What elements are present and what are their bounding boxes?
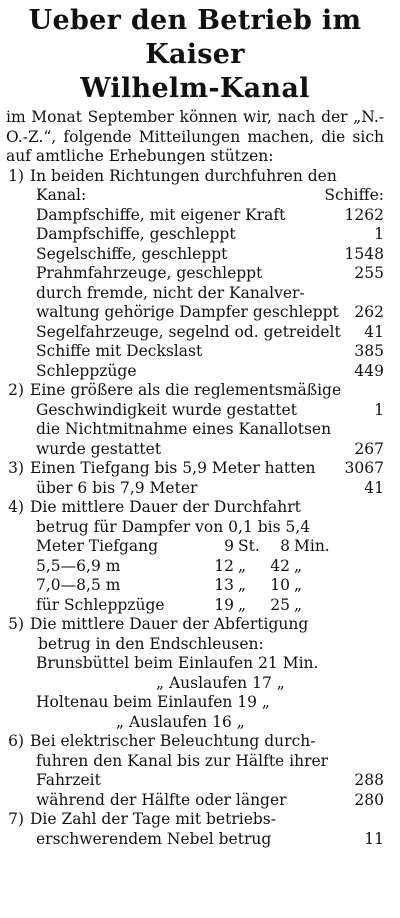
duration-hu: „: [238, 595, 247, 614]
duration-m: 8: [280, 537, 290, 555]
table-row: [6, 537, 384, 557]
section-number: 6): [8, 732, 24, 750]
row-label: Dampfschiffe, geschleppt: [36, 225, 236, 243]
section-5-text-1: Die mittlere Dauer der Abfertigung: [30, 615, 309, 633]
table-row: [6, 284, 384, 304]
table-row: [6, 245, 384, 265]
row-value: 3067: [344, 459, 384, 477]
section-3: [6, 459, 384, 498]
row-label: 5,5—6,9 m: [36, 556, 121, 575]
row-value: 1262: [344, 205, 384, 224]
section-6-line-1: [6, 732, 384, 752]
duration-hu: „: [238, 576, 247, 594]
row-label: Fahrzeit: [36, 771, 101, 789]
section-number: 4): [8, 498, 24, 516]
section-4-line-1: [6, 498, 384, 518]
row-value: 449: [354, 361, 384, 380]
table-row: [6, 362, 384, 382]
duration-mu: „: [294, 556, 303, 575]
row-value: 1: [374, 225, 384, 243]
section-2-text-1: Eine größere als die reglementsmäßige: [30, 381, 342, 399]
section-1-heading-text: In beiden Richtungen durchfuhren den: [30, 166, 337, 185]
section-5: [6, 615, 384, 732]
row-label: während der Hälfte oder länger: [36, 790, 287, 809]
lock-row: „ Auslaufen 17 „: [156, 673, 285, 692]
duration: [196, 576, 336, 596]
section-number: 7): [8, 810, 24, 828]
section-4-text-2: betrug für Dampfer von 0,1 bis 5,4: [36, 517, 311, 536]
duration-h: 12: [214, 556, 234, 575]
section-6-text-1: Bei elektrischer Beleuchtung durch-: [30, 732, 316, 750]
section-5-text-2: betrug in den Endschleusen:: [38, 634, 264, 653]
row-value: 288: [354, 771, 384, 789]
row-value: 280: [354, 790, 384, 809]
table-row: [6, 576, 384, 596]
row-label: für Schleppzüge: [36, 595, 165, 614]
article-title: [6, 4, 384, 106]
duration: [196, 537, 336, 557]
row-value: 11: [364, 829, 384, 848]
title-line-2: Wilhelm-Kanal: [80, 73, 310, 104]
table-row: [6, 771, 384, 791]
table-row: [6, 479, 384, 499]
lock-row: Brunsbüttel beim Einlaufen 21 Min.: [36, 654, 319, 672]
row-value: 41: [364, 478, 384, 497]
row-label: durch fremde, nicht der Kanalver-: [36, 283, 305, 302]
section-1-heading: [6, 167, 384, 187]
section-1: [6, 167, 384, 382]
row-value: 41: [364, 322, 384, 341]
table-row: [6, 342, 384, 362]
row-label: wurde gestattet: [36, 439, 162, 458]
row-label: Meter Tiefgang: [36, 537, 159, 555]
row-value: 262: [354, 303, 384, 321]
duration: [196, 557, 336, 577]
row-label: erschwerendem Nebel betrug: [36, 829, 272, 848]
duration-mu: „: [294, 576, 303, 594]
row-label: die Nichtmitnahme eines Kanallotsen: [36, 420, 332, 438]
row-label: Geschwindigkeit wurde gestattet: [36, 400, 297, 419]
section-number: 5): [8, 615, 24, 633]
row-value: 385: [354, 342, 384, 360]
section-1-list: [6, 206, 384, 382]
section-7-line-1: [6, 810, 384, 830]
title-line-1: Ueber den Betrieb im Kaiser: [28, 5, 362, 70]
section-4-text-1: Die mittlere Dauer der Durchfahrt: [30, 498, 301, 516]
duration-table: [6, 537, 384, 615]
table-row: [6, 323, 384, 343]
row-label: über 6 bis 7,9 Meter: [36, 478, 198, 497]
lock-row: Holtenau beim Einlaufen 19 „: [36, 693, 270, 711]
row-label: waltung gehörige Dampfer geschleppt: [36, 303, 339, 321]
row-label: 7,0—8,5 m: [36, 576, 121, 594]
table-row: [6, 596, 384, 616]
duration-h: 19: [214, 595, 234, 614]
section-2: [6, 381, 384, 459]
table-row: [6, 459, 384, 479]
row-value: 255: [354, 264, 384, 282]
intro-paragraph: im Monat September können wir, nach der „N.-O.-Z.“, folgende Mitteilungen machen, die sich auf amtliche Erhebungen stützen:: [6, 108, 384, 165]
duration-mu: Min.: [294, 537, 330, 555]
section-6: [6, 732, 384, 810]
section-number: 2): [8, 381, 24, 399]
section-1-subheading: [6, 186, 384, 206]
row-value: 1: [374, 400, 384, 419]
section-2-line-1: [6, 381, 384, 401]
row-value: 267: [354, 439, 384, 458]
row-label: Dampfschiffe, mit eigener Kraft: [36, 205, 286, 224]
section-7: [6, 810, 384, 849]
lock-row: „ Auslaufen 16 „: [116, 712, 245, 731]
duration-hu: „: [238, 556, 247, 575]
row-label: Einen Tiefgang bis 5,9 Meter hatten: [30, 459, 316, 477]
table-row: [6, 440, 384, 460]
table-row: [6, 264, 384, 284]
duration-h: 13: [214, 576, 234, 594]
table-row: [6, 830, 384, 850]
duration: [196, 596, 336, 616]
section-4: [6, 498, 384, 615]
table-row: [6, 557, 384, 577]
row-label: Prahmfahrzeuge, geschleppt: [36, 264, 263, 282]
section-5-line-1: [6, 615, 384, 635]
row-label: Schleppzüge: [36, 361, 137, 380]
duration-hu: St.: [238, 537, 260, 555]
unit-label: Schiffe:: [324, 186, 384, 204]
duration-mu: „: [294, 595, 303, 614]
duration-m: 42: [270, 556, 290, 575]
table-row: [6, 225, 384, 245]
table-row: [6, 791, 384, 811]
section-number: 3): [8, 459, 24, 477]
table-row: [6, 303, 384, 323]
section-2-line-3: [6, 420, 384, 440]
table-row: [6, 401, 384, 421]
table-row: [6, 206, 384, 226]
section-6-text-2: fuhren den Kanal bis zur Hälfte ihrer: [36, 751, 329, 770]
row-value: 1548: [344, 244, 384, 263]
row-label: Schiffe mit Deckslast: [36, 342, 203, 360]
section-7-text-1: Die Zahl der Tage mit betriebs-: [30, 810, 276, 828]
row-label: Segelschiffe, geschleppt: [36, 244, 228, 263]
section-1-heading-text-2: Kanal:: [36, 186, 87, 204]
duration-m: 25: [270, 595, 290, 614]
section-number: 1): [8, 166, 24, 185]
duration-m: 10: [270, 576, 290, 594]
row-label: Segelfahrzeuge, segelnd od. getreidelt: [36, 322, 341, 341]
duration-h: 9: [224, 537, 234, 555]
